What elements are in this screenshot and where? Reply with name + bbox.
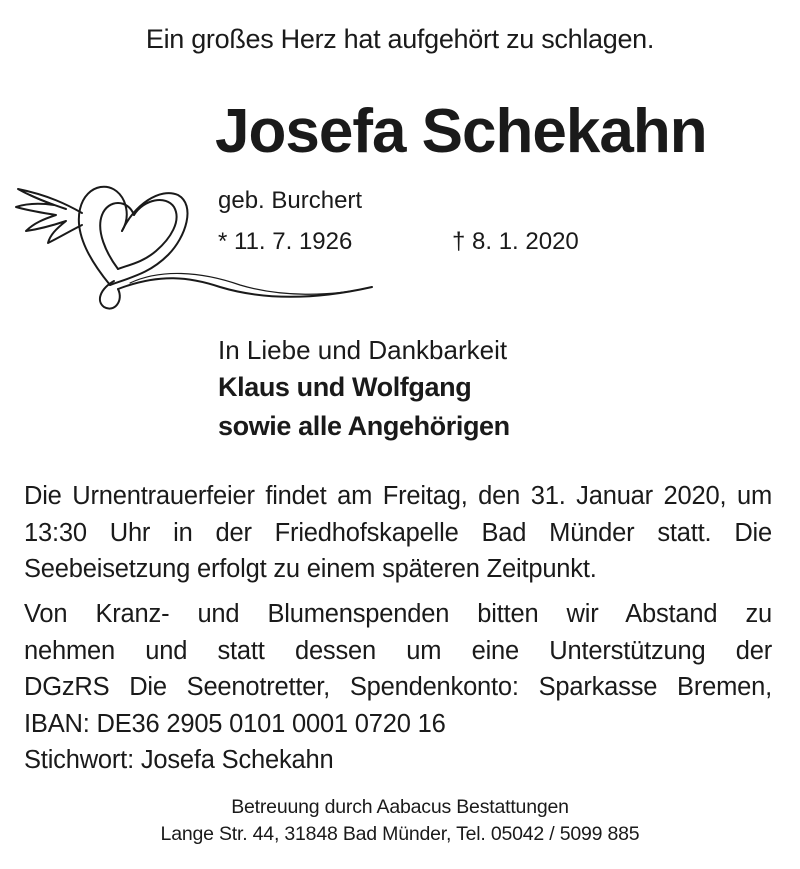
donations-line-2: nehmen und statt dessen um eine Unterstützung der xyxy=(24,636,772,665)
birth-date: * 11. 7. 1926 xyxy=(218,228,353,255)
mourners-line-2: sowie alle Angehörigen xyxy=(218,411,510,441)
mourners-intro: In Liebe und Dankbarkeit xyxy=(218,335,508,365)
donations-line-1: Von Kranz- und Blumenspenden bitten wir Abstand zu xyxy=(24,600,772,628)
keyword-line: Stichwort: Josefa Schekahn xyxy=(24,746,334,774)
funeral-home-address: Lange Str. 44, 31848 Bad Münder, Tel. 05042 / 5099 885 xyxy=(160,823,640,845)
deceased-name: Josefa Schekahn xyxy=(215,97,707,166)
ceremony-paragraph: Die Urnentrauerfeier findet am Freitag, den 31. Januar 2020, um 13:30 Uhr in der Friedhofskapelle Bad Münder statt. Die Seebeisetzung erfolgt zu einem späteren Zeitpunkt. xyxy=(24,482,772,583)
death-date: † 8. 1. 2020 xyxy=(452,228,579,255)
donations-line-3: DGzRS Die Seenotretter, Spendenkonto: Sparkasse Bremen, xyxy=(24,673,772,701)
maiden-name: geb. Burchert xyxy=(218,187,363,214)
mourners-line-1: Klaus und Wolfgang xyxy=(218,372,472,402)
headline: Ein großes Herz hat aufgehört zu schlagen. xyxy=(145,24,655,54)
funeral-home-line: Betreuung durch Aabacus Bestattungen xyxy=(231,796,569,818)
iban-line: IBAN: DE36 2905 0101 0001 0720 16 xyxy=(24,709,446,738)
donations-paragraph xyxy=(24,596,772,779)
